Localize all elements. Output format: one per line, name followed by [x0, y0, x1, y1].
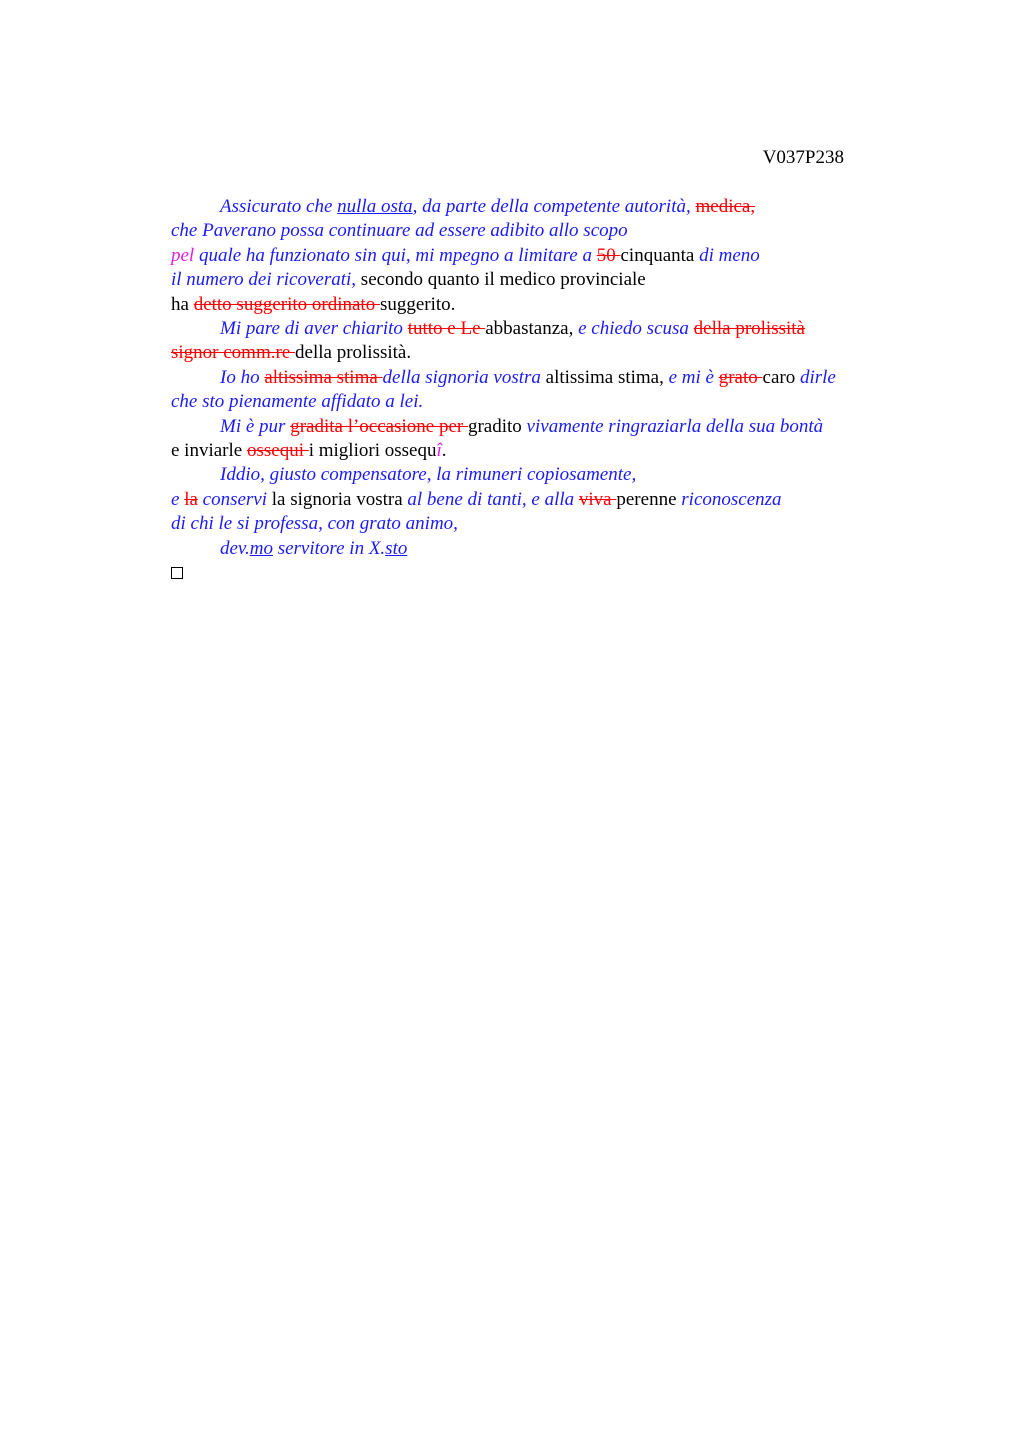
text-line	[171, 366, 931, 390]
inserted-text: suggerito.	[379, 293, 456, 315]
deleted-text: altissima stima	[264, 366, 383, 388]
text-line	[171, 439, 931, 463]
end-of-text-marker	[171, 561, 931, 586]
deleted-text: 50	[596, 244, 621, 266]
original-text: , da parte della competente autorità,	[412, 196, 696, 217]
deleted-text: signor comm.re	[171, 342, 296, 364]
original-text: sto	[385, 537, 408, 559]
inserted-text: gradito	[467, 415, 522, 437]
original-text: Mi è pur	[220, 415, 291, 437]
original-text: di chi le si professa, con grato animo,	[171, 513, 458, 535]
text-line	[171, 390, 931, 414]
text-line	[171, 293, 931, 317]
inserted-text: secondo quanto il medico provinciale	[356, 269, 646, 291]
original-text: nulla osta	[337, 196, 413, 217]
original-text: al bene di tanti, e alla	[402, 488, 579, 510]
original-text: della signoria vostra	[382, 366, 541, 388]
original-text: e	[171, 488, 185, 510]
editorial-text: pel	[171, 244, 195, 266]
original-text: servitore in X.	[272, 537, 386, 559]
inserted-text: della prolissità.	[295, 342, 412, 364]
deleted-text: tutto e Le	[407, 318, 486, 340]
original-text: dirle	[795, 366, 836, 388]
inserted-text: abbastanza,	[485, 318, 574, 340]
deleted-text: grato	[718, 366, 763, 388]
original-text: e mi è	[663, 366, 719, 388]
inserted-text: la signoria vostra	[267, 488, 403, 510]
text-line	[171, 341, 931, 365]
deleted-text: detto suggerito ordinato	[193, 293, 380, 315]
deleted-text: gradita l’occasione per	[290, 415, 468, 437]
inserted-text: caro	[762, 366, 796, 388]
text-line	[171, 268, 931, 292]
text-line	[171, 488, 931, 512]
deleted-text: la	[184, 488, 198, 510]
text-line	[171, 537, 931, 561]
original-text: di meno	[694, 244, 760, 266]
text-line	[171, 219, 931, 243]
original-text: e chiedo scusa	[573, 318, 694, 340]
inserted-text: perenne	[616, 488, 677, 510]
inserted-text: altissima stima,	[540, 366, 664, 388]
original-text: Mi pare di aver chiarito	[220, 318, 408, 340]
inserted-text: i migliori ossequ	[308, 440, 437, 462]
original-text: conservi	[197, 488, 268, 510]
text-line	[171, 415, 931, 439]
end-box-icon	[171, 567, 183, 579]
inserted-text: ha	[171, 293, 194, 315]
text-line	[171, 195, 931, 219]
text-line	[171, 317, 931, 341]
deleted-text: medica,	[695, 196, 756, 217]
letter-lines	[171, 195, 931, 561]
page-identifier: V037P238	[762, 147, 844, 168]
original-text: Iddio, giusto compensatore, la rimuneri copiosamente,	[220, 464, 637, 486]
deleted-text: viva	[578, 488, 617, 510]
letter-body	[171, 195, 931, 587]
original-text: Assicurato che	[220, 196, 338, 217]
original-text: mo	[249, 537, 273, 559]
original-text: quale ha funzionato sin qui, mi mpegno a limitare a	[194, 244, 597, 266]
original-text: che Paverano possa continuare ad essere adibito allo scopo	[171, 220, 628, 242]
original-text: vivamente ringraziarla della sua bontà	[521, 415, 824, 437]
original-text: Io ho	[220, 366, 265, 388]
inserted-text: .	[441, 440, 447, 462]
deleted-text: della prolissità	[693, 318, 805, 340]
original-text: riconoscenza	[676, 488, 782, 510]
text-line	[171, 512, 931, 536]
text-line	[171, 463, 931, 487]
inserted-text: cinquanta	[620, 244, 695, 266]
editorial-text: î	[436, 440, 442, 462]
deleted-text: ossequi	[246, 440, 309, 462]
inserted-text: e inviarle	[171, 440, 247, 462]
original-text: che sto pienamente affidato a lei.	[171, 391, 424, 413]
text-line	[171, 244, 931, 268]
original-text: dev.	[220, 537, 250, 559]
original-text: il numero dei ricoverati,	[171, 269, 357, 291]
